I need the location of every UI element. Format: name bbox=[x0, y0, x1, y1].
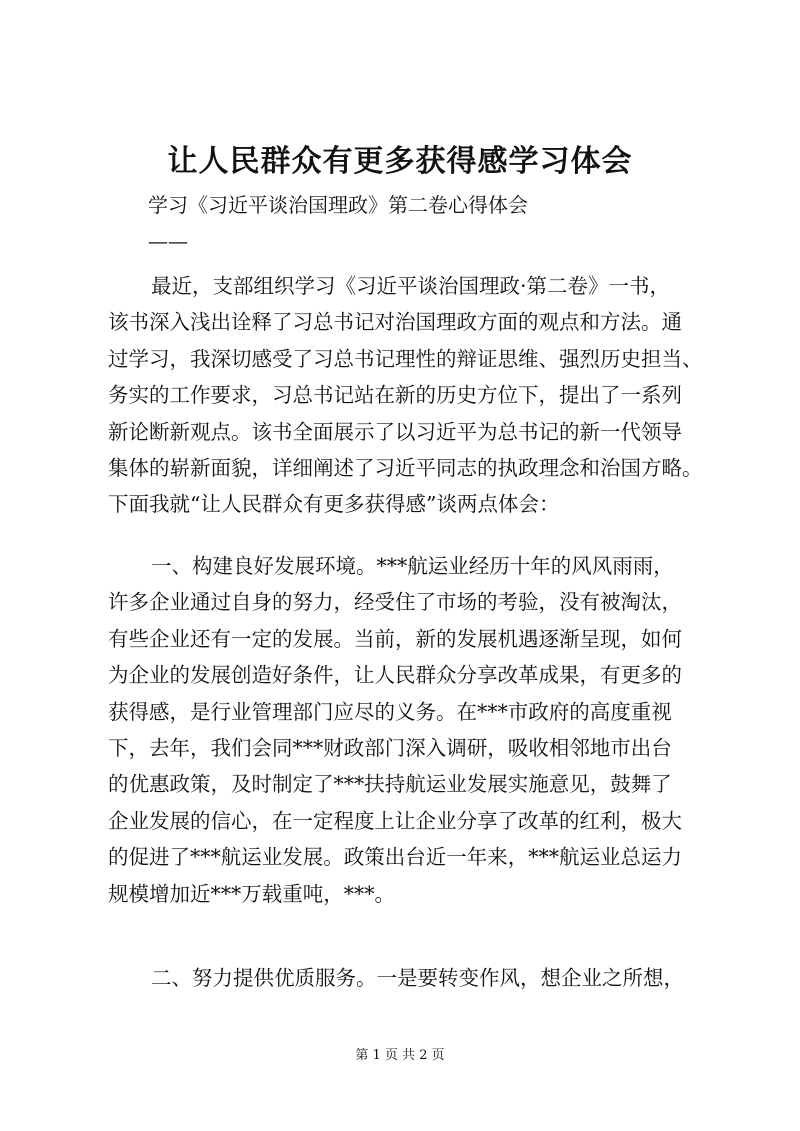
paragraph-intro bbox=[108, 268, 708, 523]
subtitle-dash: —— bbox=[148, 229, 188, 253]
paragraph-line: 规模增加近***万载重吨，***。 bbox=[108, 881, 395, 906]
paragraph-line: 二、努力提供优质服务。一是要转变作风，想企业之所想， bbox=[151, 966, 684, 990]
paragraph-line: 下面我就“让人民群众有更多获得感”谈两点体会： bbox=[108, 492, 560, 517]
document-title: 让人民群众有更多获得感学习体会 bbox=[167, 144, 633, 179]
paragraph-line: 企业发展的信心，在一定程度上让企业分享了改革的红利，极大 bbox=[108, 808, 682, 833]
paragraph-line: 有些企业还有一定的发展。当前，新的发展机遇逐渐呈现，如何 bbox=[108, 626, 682, 651]
paragraph-section-two bbox=[108, 960, 708, 996]
paragraph-line: 务实的工作要求，习总书记站在新的历史方位下，提出了一系列 bbox=[108, 383, 682, 408]
paragraph-line: 的促进了***航运业发展。政策出台近一年来，***航运业总运力 bbox=[108, 845, 682, 870]
paragraph-line: 的优惠政策，及时制定了***扶持航运业发展实施意见，鼓舞了 bbox=[108, 772, 672, 797]
paragraph-line: 下，去年，我们会同***财政部门深入调研，吸收相邻地市出台 bbox=[108, 735, 672, 760]
paragraph-section-one bbox=[108, 548, 708, 912]
paragraph-line: 一、构建良好发展环境。***航运业经历十年的风风雨雨， bbox=[151, 554, 674, 578]
document-subtitle: 学习《习近平谈治国理政》第二卷心得体会 bbox=[148, 193, 528, 217]
paragraph-line: 获得感，是行业管理部门应尽的义务。在***市政府的高度重视 bbox=[108, 699, 672, 724]
paragraph-line: 该书深入浅出诠释了习总书记对治国理政方面的观点和方法。通 bbox=[108, 310, 682, 335]
paragraph-line: 为企业的发展创造好条件，让人民群众分享改革成果，有更多的 bbox=[108, 663, 682, 688]
page-footer: 第 1 页 共 2 页 bbox=[355, 1048, 445, 1063]
paragraph-line: 最近，支部组织学习《习近平谈治国理政·第二卷》一书， bbox=[151, 274, 671, 298]
paragraph-line: 集体的崭新面貌，详细阐述了习近平同志的执政理念和治国方略。 bbox=[108, 455, 703, 480]
paragraph-line: 过学习，我深切感受了习总书记理性的辩证思维、强烈历史担当、 bbox=[108, 346, 703, 371]
paragraph-line: 许多企业通过自身的努力，经受住了市场的考验，没有被淘汰， bbox=[108, 590, 682, 615]
paragraph-line: 新论断新观点。该书全面展示了以习近平为总书记的新一代领导 bbox=[108, 419, 682, 444]
